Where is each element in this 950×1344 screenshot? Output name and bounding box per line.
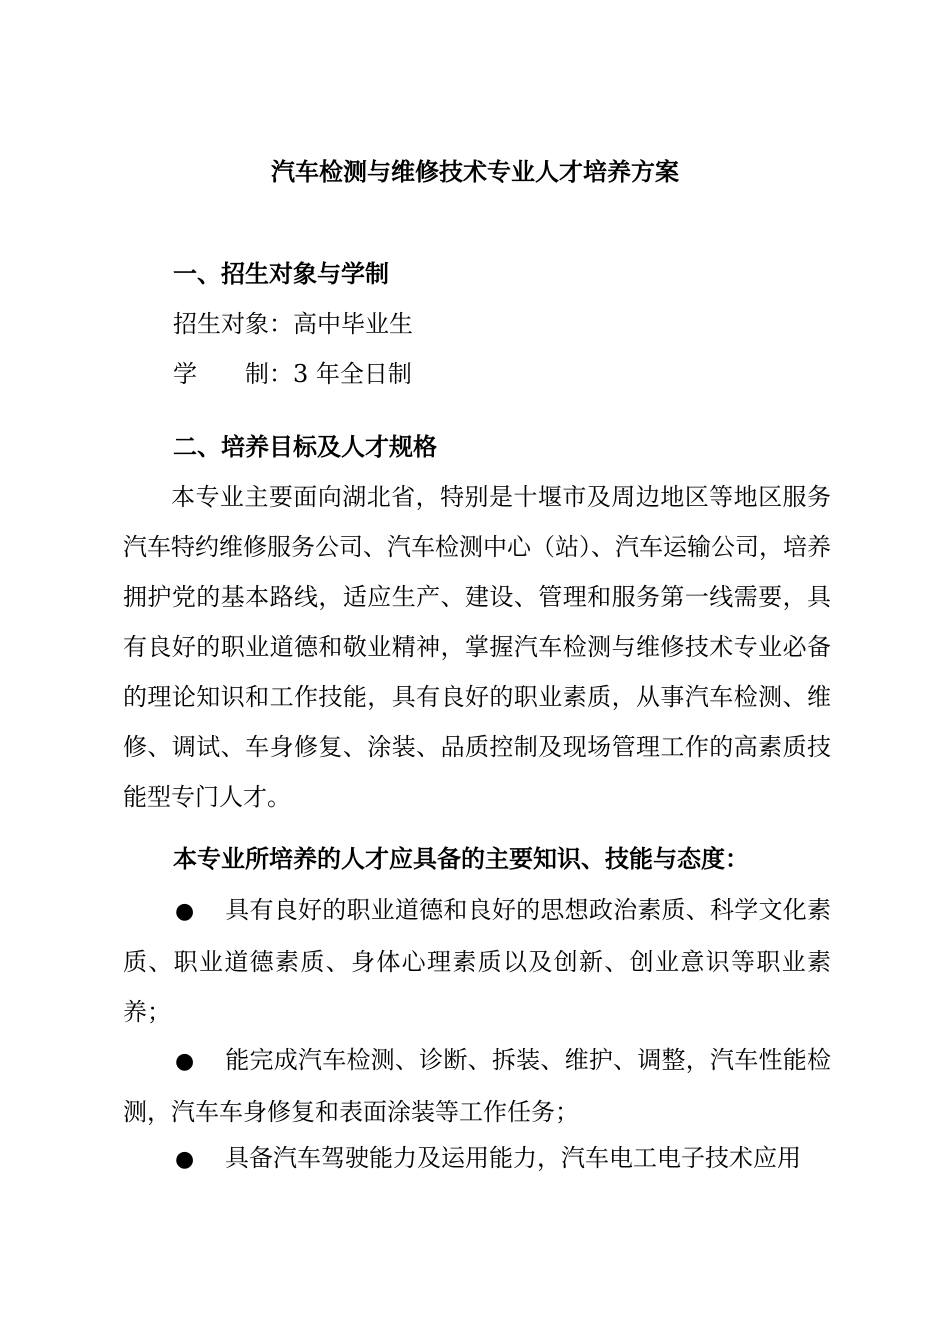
section-heading-objectives: 二、培养目标及人才规格: [173, 433, 437, 461]
requirement-text: 具备汽车驾驶能力及运用能力，汽车电工电子技术应用: [225, 1144, 801, 1172]
duration-label-second: 制：: [245, 360, 293, 388]
bullet-dot-icon: ●: [175, 899, 195, 924]
requirement-item: [123, 1035, 831, 1137]
duration-line: [173, 354, 412, 394]
objectives-paragraph: 本专业主要面向湖北省，特别是十堰市及周边地区等地区服务汽车特约维修服务公司、汽车检测中心（站）、汽车运输公司，培养拥护党的基本路线，适应生产、建设、管理和服务第一线需要，具有良好的职业道德和敬业精神，掌握汽车检测与维修技术专业必备的理论知识和工作技能，具有良好的职业素质，从事汽车检测、维修、调试、车身修复、涂装、品质控制及现场管理工作的高素质技能型专门人才。: [123, 483, 831, 811]
section-heading-enrollment: 一、招生对象与学制: [173, 260, 389, 288]
requirements-heading: 本专业所培养的人才应具备的主要知识、技能与态度：: [173, 845, 749, 873]
requirement-item: [123, 1133, 831, 1185]
requirement-text: 能完成汽车检测、诊断、拆装、维护、调整，汽车性能检测，汽车车身修复和表面涂装等工作任务；: [123, 1046, 831, 1126]
enrollment-line: [173, 304, 413, 344]
duration-value: 3 年全日制: [293, 360, 412, 388]
duration-label-first: 学: [173, 360, 245, 388]
enrollment-label: 招生对象：: [173, 310, 293, 338]
requirement-item: [123, 885, 831, 1037]
bullet-dot-icon: ●: [175, 1147, 195, 1172]
bullet-dot-icon: ●: [175, 1049, 195, 1074]
requirement-text: 具有良好的职业道德和良好的思想政治素质、科学文化素质、职业道德素质、身体心理素质以及创新、创业意识等职业素养；: [123, 896, 831, 1026]
enrollment-value: 高中毕业生: [293, 310, 413, 338]
document-title: 汽车检测与维修技术专业人才培养方案: [271, 158, 679, 186]
